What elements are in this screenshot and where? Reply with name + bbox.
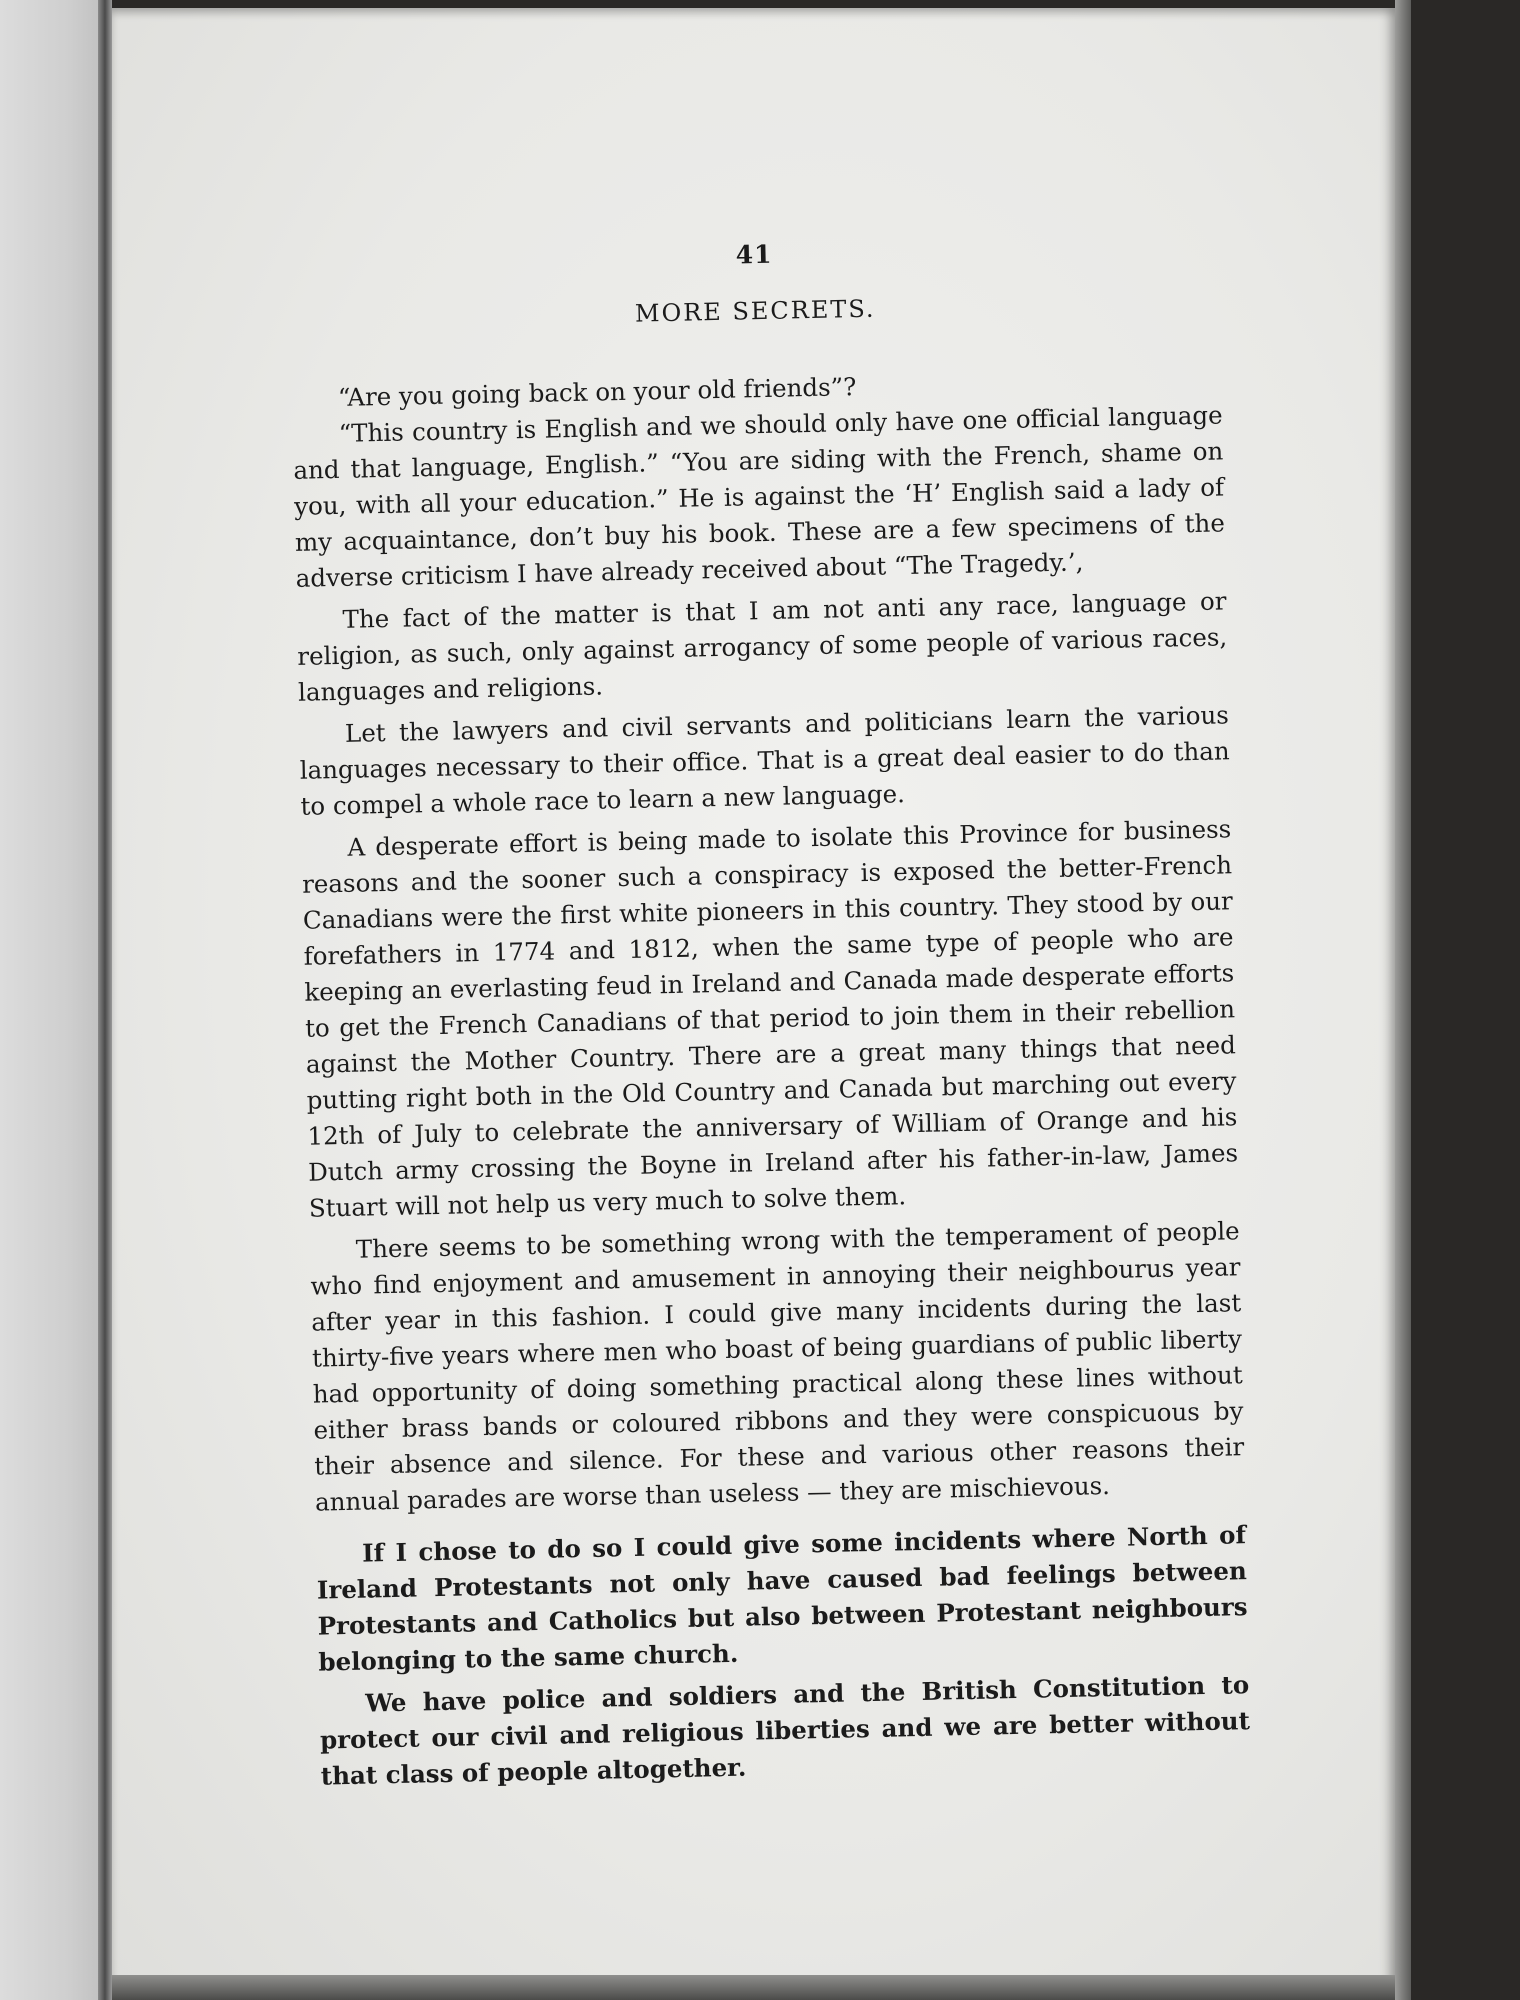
chapter-title: MORE SECRETS. [634, 294, 876, 328]
paragraph: A desperate effort is being made to isolate this Province for business reasons and the sooner such a conspiracy is exposed the better-French Canadians were the first white pioneers in this country. They stood by our forefathers in 1774 and 1812, when the same type of people who are keeping an everlasting feud in Ireland and Canada made desperate efforts to get the French Canadians of that period to join them in their rebellion against the Mother Country. There are a great many things that need putting right both in the Old Country and Canada but marching out every 12th of July to celebrate the anniversary of William of Orange and his Dutch army crossing the Boyne in Ireland after his father-in-law, James Stuart will not help us very much to solve them. [301, 814, 1239, 1223]
page-number: 41 [735, 239, 773, 270]
paragraph: “Are you going back on your old friends”? [337, 372, 857, 412]
page-edge [1395, 0, 1411, 2000]
paragraph: The fact of the matter is that I am not anti any race, language or religion, as such, only against arrogancy of some people of various races, languages and religions. [297, 586, 1228, 707]
paragraph: “This country is English and we should only have one official language and that language, English.” “You are siding with the French, shame on you, with all your education.” He is against the ‘H’ English said a lady of my acquaintance, don’t buy his book. These are a few specimens of the adverse criticism I have already received about “The Tragedy.’, [293, 400, 1226, 593]
paragraph: If I chose to do so I could give some incidents where North of Ireland Protestants not only have caused bad feelings between Protestants and Catholics but also between Protestant neighbours belonging to the same church. [316, 1520, 1248, 1677]
previous-page-margin [0, 0, 112, 2000]
page-bottom-edge [112, 1975, 1395, 2000]
paragraph: Let the lawyers and civil servants and politicians learn the various languages necessary to their office. That is a great deal easier to do than to compel a whole race to learn a new language. [299, 700, 1230, 821]
paragraph: There seems to be something wrong with the temperament of people who find enjoyment and amusement in annoying their neighbourus year after year in this fashion. I could give many incidents during the last thirty-five years where men who boast of being guardians of public liberty had opportunity of doing something practical along these lines without either brass bands or coloured ribbons and they were conspicuous by their absence and silence. For these and various other reasons their annual parades are worse than useless — they are mischievous. [310, 1216, 1245, 1517]
book-spine [98, 0, 112, 2000]
page-text-block [289, 230, 1251, 1800]
paragraph: We have police and soldiers and the British Constitution to protect our civil and religious liberties and we are better without that class of people altogether. [319, 1670, 1251, 1791]
